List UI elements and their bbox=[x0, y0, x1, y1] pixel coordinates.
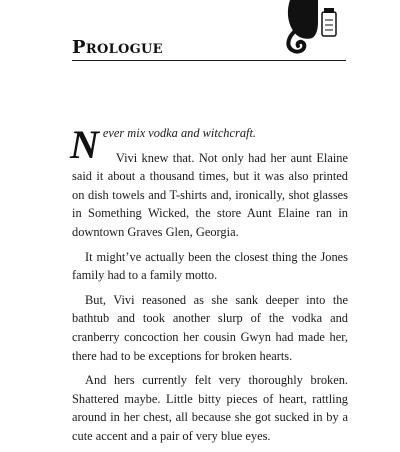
opening-line: ever mix vodka and witchcraft. bbox=[102, 126, 257, 140]
opening-paragraph bbox=[70, 122, 348, 167]
drop-cap: N bbox=[70, 122, 99, 167]
paragraph: But, Vivi reasoned as she sank deeper into the bathtub and took another slurp of the vodka and cranberry concoction her cousin Gwyn had made her, there had to be exceptions for broken hearts. bbox=[72, 292, 348, 363]
header-rule bbox=[72, 60, 346, 61]
paragraph: And hers currently felt very thoroughly broken. Shattered maybe. Little bitty pieces of heart, rattling around in her chest, all because she got sucked in by a cute accent and a pair of very blue eyes. bbox=[72, 373, 348, 443]
chapter-body bbox=[72, 124, 348, 452]
chapter-title: Prologue bbox=[72, 37, 163, 58]
paragraph: It might’ve actually been the closest thing the Jones family had to a family motto. bbox=[72, 249, 348, 283]
black-cat-on-jar-icon bbox=[276, 0, 356, 56]
paragraph: Vivi knew that. Not only had her aunt Elaine said it about a thousand times, but it was also printed on dish towels and T-shirts and, ironically, shot glasses in Something Wicked, the store Aunt Elaine ran in downtown Graves Glen, Georgia. bbox=[72, 150, 348, 239]
